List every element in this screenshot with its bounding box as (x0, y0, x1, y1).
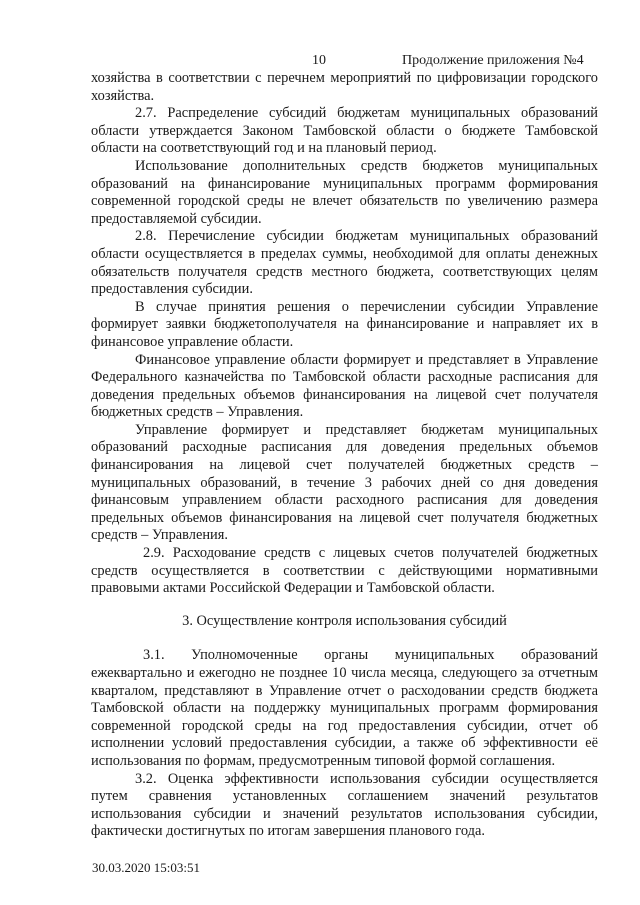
section-heading: 3. Осуществление контроля использования субсидий (182, 612, 507, 629)
paragraph-department-schedules: Управление формирует и представляет бюджетам муниципальных образований расходные расписания для доведения предельных объемов финансирования на лицевой счет получателей бюджетных средств – муниципальных образований, в течение 3 рабочих дней со дня доведения финансовым управлением области расходного расписания для доведения предельных объемов финансирования на лицевой счет получателя бюджетных средств – Управления. (91, 421, 598, 544)
paragraph-additional-funds: Использование дополнительных средств бюджетов муниципальных образований на финансирование муниципальных программ формирования современной городской среды не влечет обязательств по увеличению размера предоставляемой субсидии. (91, 157, 598, 227)
paragraph-2-7: 2.7. Распределение субсидий бюджетам муниципальных образований области утверждается Законом Тамбовской области о бюджете Тамбовской области на соответствующий год и на плановый период. (91, 105, 598, 157)
document-body (91, 70, 598, 841)
footer-timestamp: 30.03.2020 15:03:51 (92, 860, 200, 875)
paragraph-3-2: 3.2. Оценка эффективности использования субсидии осуществляется путем сравнения установленных соглашением значений результатов использования субсидии и значений результатов использования субсидии, фактически достигнутых по итогам завершения планового года. (91, 770, 598, 840)
page-number: 10 (312, 53, 326, 68)
paragraph-transfer-decision: В случае принятия решения о перечислении субсидии Управление формирует заявки бюджетополучателя на финансирование и направляет их в финансовое управление области. (91, 298, 598, 350)
paragraph-3-1: 3.1. Уполномоченные органы муниципальных образований ежеквартально и ежегодно не позднее 10 числа месяца, следующего за отчетным кварталом, представляют в Управление отчет о расходовании средств бюджета Тамбовской области на поддержку муниципальных программ формирования современной городской среды на год предоставления субсидии, отчет об исполнении условий предоставления субсидии, а также об эффективности её использования по формам, предусмотренным типовой формой соглашения. (91, 647, 598, 769)
paragraph-2-9: 2.9. Расходование средств с лицевых счетов получателей бюджетных средств осуществляется в соответствии с действующими нормативными правовыми актами Российской Федерации и Тамбовской области. (91, 545, 598, 597)
paragraph-financial-department: Финансовое управление области формирует и представляет в Управление Федерального казначейства по Тамбовской области расходные расписания для доведения предельных объемов финансирования на лицевой счет получателя бюджетных средств – Управления. (91, 351, 598, 421)
paragraph-continuation: хозяйства в соответствии с перечнем мероприятий по цифровизации городского хозяйства. (91, 70, 598, 104)
appendix-continuation-header: Продолжение приложения №4 (402, 53, 584, 68)
paragraph-2-8: 2.8. Перечисление субсидии бюджетам муниципальных образований области осуществляется в пределах суммы, необходимой для оплаты денежных обязательств получателя средств местного бюджета, соответствующих целям предоставления субсидии. (91, 228, 598, 298)
